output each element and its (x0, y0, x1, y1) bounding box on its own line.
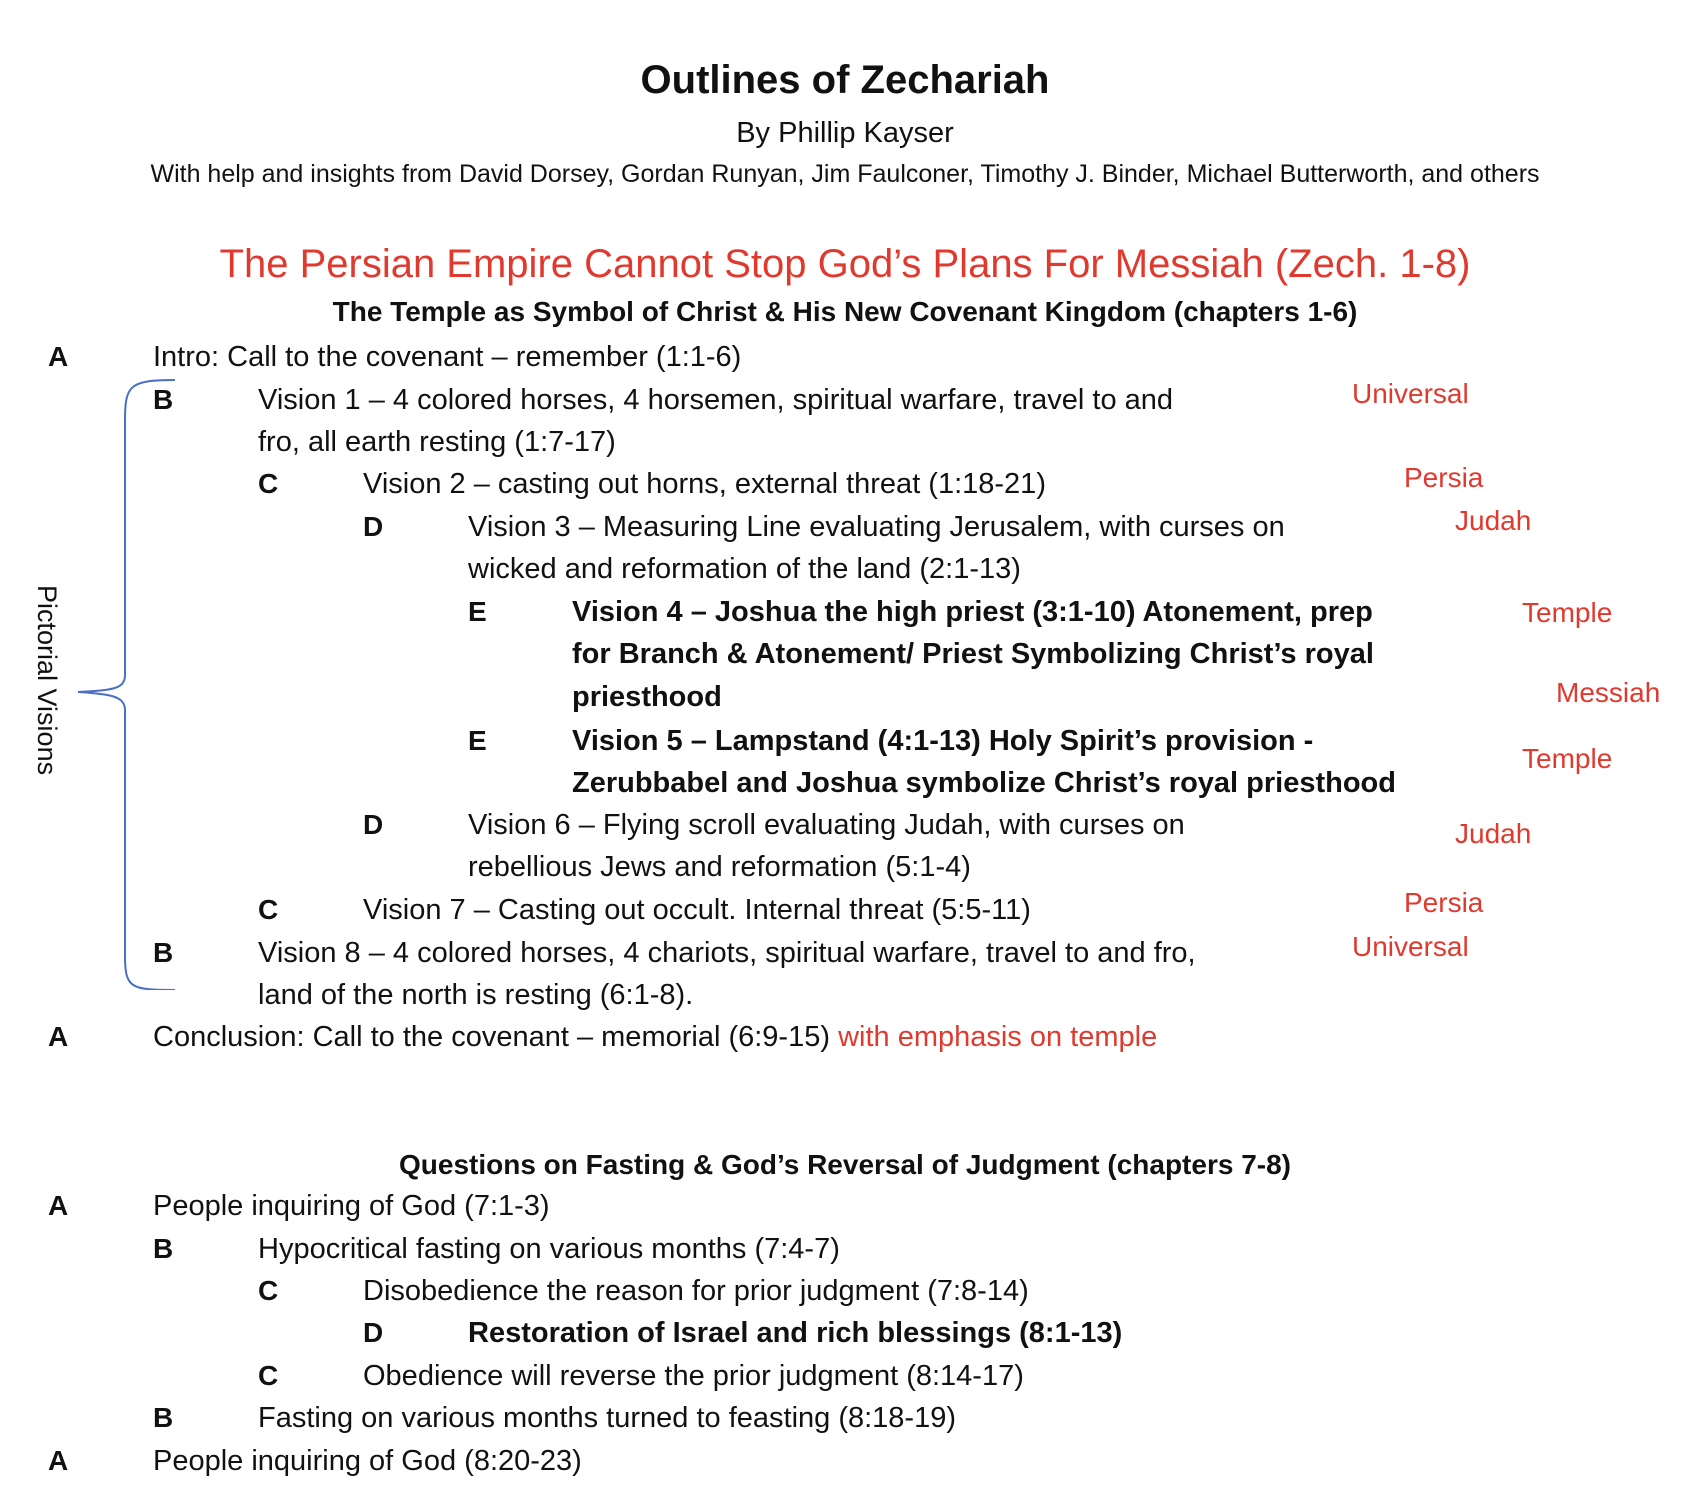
outline-letter: B (153, 384, 174, 415)
outline-item-vision-2: Vision 2 – casting out horns, external threat (1:18-21) (363, 468, 1046, 500)
outline-item-vision-3: Vision 3 – Measuring Line evaluating Jerusalem, with curses on (468, 511, 1285, 543)
outline-letter: E (468, 596, 487, 627)
outline-item: Disobedience the reason for prior judgment (7:8-14) (363, 1275, 1029, 1307)
outline-letter: D (363, 1317, 384, 1348)
outline-item-vision-7: Vision 7 – Casting out occult. Internal threat (5:5-11) (363, 894, 1031, 926)
outline-item-vision-5-cont: Zerubbabel and Joshua symbolize Christ’s royal priesthood (572, 767, 1396, 799)
tag-messiah: Messiah (1556, 677, 1661, 708)
outline-item-vision-1: Vision 1 – 4 colored horses, 4 horsemen, spiritual warfare, travel to and (258, 384, 1174, 416)
outline-item-vision-3-cont: wicked and reformation of the land (2:1-13) (468, 553, 1021, 585)
outline-item-vision-8-cont: land of the north is resting (6:1-8). (258, 979, 694, 1011)
brace-icon (70, 370, 180, 990)
outline-item-vision-5: Vision 5 – Lampstand (4:1-13) Holy Spirit’s provision - (572, 725, 1314, 757)
document-title: Outlines of Zechariah (640, 58, 1050, 102)
outline-item-intro: Intro: Call to the covenant – remember (1:1-6) (153, 341, 742, 373)
tag-universal: Universal (1352, 931, 1469, 962)
outline-item-vision-4: Vision 4 – Joshua the high priest (3:1-10) Atonement, prep (572, 596, 1373, 628)
credits-line: With help and insights from David Dorsey, Gordan Runyan, Jim Faulconer, Timothy J. Binder, Michael Butterworth, and others (150, 160, 1540, 188)
outline-item-vision-4-cont: for Branch & Atonement/ Priest Symbolizing Christ’s royal (572, 638, 1374, 670)
outline-letter: D (363, 809, 384, 840)
outline-item: Obedience will reverse the prior judgment (8:14-17) (363, 1360, 1024, 1392)
tag-persia: Persia (1404, 887, 1484, 918)
tag-temple: Temple (1522, 597, 1613, 628)
outline-letter: B (153, 937, 174, 968)
tag-universal: Universal (1352, 378, 1469, 409)
part2-subheading: Questions on Fasting & God’s Reversal of Judgment (chapters 7-8) (398, 1149, 1291, 1180)
outline-item-conclusion (153, 1016, 1157, 1058)
pictorial-visions-label: Pictorial Visions (32, 584, 62, 776)
outline-item-vision-6-cont: rebellious Jews and reformation (5:1-4) (468, 851, 971, 883)
tag-persia: Persia (1404, 462, 1484, 493)
tag-judah: Judah (1455, 505, 1532, 536)
part1-subheading: The Temple as Symbol of Christ & His New Covenant Kingdom (chapters 1-6) (332, 296, 1358, 327)
outline-letter: C (258, 1275, 279, 1306)
tag-temple: Temple (1522, 743, 1613, 774)
tag-judah: Judah (1455, 818, 1532, 849)
outline-letter: B (153, 1402, 174, 1433)
outline-item-vision-1-cont: fro, all earth resting (1:7-17) (258, 426, 616, 458)
outline-item-vision-6: Vision 6 – Flying scroll evaluating Judah, with curses on (468, 809, 1185, 841)
outline-letter: A (48, 1445, 69, 1476)
conclusion-emphasis: with emphasis on temple (838, 1021, 1158, 1053)
outline-letter: E (468, 725, 487, 756)
outline-letter: A (48, 1190, 69, 1221)
conclusion-text: Conclusion: Call to the covenant – memorial (6:9-15) (153, 1021, 830, 1053)
outline-letter: C (258, 894, 279, 925)
outline-letter: B (153, 1233, 174, 1264)
outline-item: Hypocritical fasting on various months (7:4-7) (258, 1233, 840, 1265)
outline-item: People inquiring of God (8:20-23) (153, 1445, 582, 1477)
outline-item: Fasting on various months turned to feasting (8:18-19) (258, 1402, 956, 1434)
outline-letter: D (363, 511, 384, 542)
outline-letter: C (258, 1360, 279, 1391)
outline-letter: C (258, 468, 279, 499)
author-line: By Phillip Kayser (736, 117, 954, 149)
outline-item-vision-8: Vision 8 – 4 colored horses, 4 chariots, spiritual warfare, travel to and fro, (258, 937, 1196, 969)
outline-item-vision-4-cont2: priesthood (572, 681, 722, 713)
outline-letter: A (48, 1021, 69, 1052)
outline-item: Restoration of Israel and rich blessings (8:1-13) (468, 1317, 1123, 1349)
outline-letter: A (48, 341, 69, 372)
section-heading: The Persian Empire Cannot Stop God’s Plans For Messiah (Zech. 1-8) (219, 242, 1471, 286)
outline-item: People inquiring of God (7:1-3) (153, 1190, 550, 1222)
